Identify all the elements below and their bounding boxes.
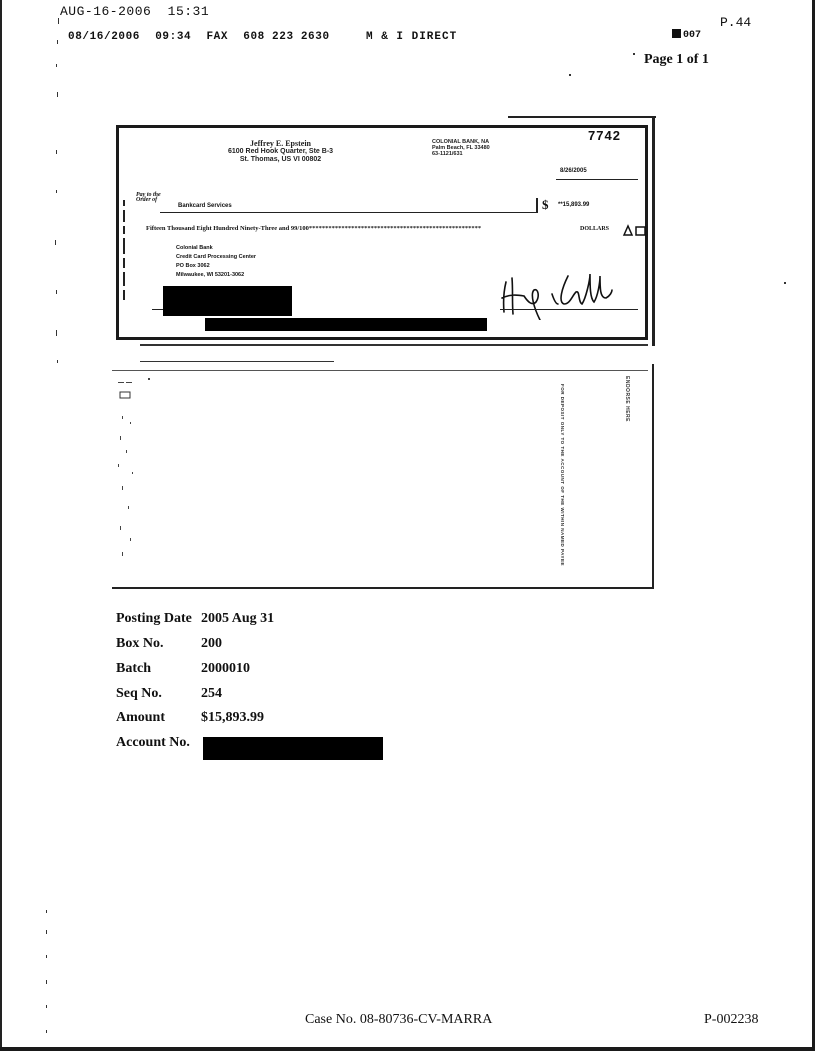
payee-address-line: Colonial Bank — [176, 245, 213, 251]
fax-time: 15:31 — [167, 4, 210, 19]
payee-line — [160, 212, 536, 213]
check-right-edge — [652, 118, 655, 346]
detail-value: 254 — [201, 686, 222, 701]
check-signature — [498, 268, 614, 320]
page-bottom-edge — [0, 1047, 815, 1051]
detail-label: Posting Date — [116, 611, 192, 626]
check-bottom-edge — [140, 344, 648, 346]
fax-header-line — [68, 31, 338, 43]
fax-header-date: 08/16/2006 — [68, 31, 141, 43]
detail-value: 2005 Aug 31 — [201, 611, 275, 626]
fax-transmission-line — [60, 4, 209, 19]
check-amount-figures: **15,893.99 — [558, 202, 590, 208]
endorse-here-label: ENDORSE HERE — [624, 376, 630, 423]
drawer-address-2: St. Thomas, US VI 00802 — [239, 155, 322, 163]
payee-line-end — [536, 198, 538, 213]
micr-redaction-box — [205, 318, 487, 331]
check-bank — [432, 140, 490, 157]
detail-label: Batch — [116, 661, 151, 676]
check-side-microprint — [120, 200, 128, 310]
fax-page-number: P.44 — [720, 15, 752, 30]
account-redaction-box — [203, 737, 383, 760]
pay-to-label: Pay to the Order of — [136, 192, 161, 204]
payee-address-line: PO Box 3062 — [176, 263, 210, 269]
fax-date: AUG-16-2006 — [60, 4, 152, 19]
deposit-endorsement: FOR DEPOSIT ONLY TO THE ACCOUNT OF THE WITHIN NAMED PAYEE — [560, 384, 565, 567]
detail-value: $15,893.99 — [201, 710, 264, 725]
signature-line — [500, 309, 638, 310]
page-left-edge — [0, 0, 2, 1050]
detail-value: 200 — [201, 636, 222, 651]
check-number: 7742 — [588, 128, 621, 143]
fax-header-type: FAX — [206, 31, 229, 43]
check-top-edge — [508, 116, 656, 118]
check-date: 8/26/2005 — [560, 168, 587, 174]
check-back-right-edge — [652, 364, 654, 588]
security-lock-icon — [620, 224, 648, 236]
check-back-top-line — [112, 370, 648, 371]
payee-address-line: Credit Card Processing Center — [176, 254, 257, 260]
detail-label: Seq No. — [116, 686, 162, 701]
bank-line-2: Palm Beach, FL 33480 — [432, 144, 490, 151]
fax-page-code — [672, 29, 701, 41]
fax-page-code-text: 007 — [683, 30, 702, 41]
detail-value: 2000010 — [201, 661, 250, 676]
detail-label: Account No. — [116, 735, 190, 750]
date-underline — [556, 179, 638, 180]
detail-label: Box No. — [116, 636, 164, 651]
payee-address-line: Milwaukee, WI 53201-3062 — [176, 272, 245, 278]
bank-line-3: 63-1121/631 — [432, 150, 463, 157]
check-amount-words: Fifteen Thousand Eight Hundred Ninety-Three and 99/100***************************************************** — [146, 225, 482, 232]
page-of-indicator: Page 1 of 1 — [644, 52, 709, 67]
case-number: Case No. 08-80736-CV-MARRA — [305, 1012, 493, 1027]
drawer-name: Jeffrey E. Epstein — [250, 139, 311, 148]
check-payee: Bankcard Services — [178, 203, 232, 209]
check-drawer — [228, 140, 333, 163]
check-back-bottom-edge — [112, 587, 654, 589]
redaction-box — [163, 286, 292, 316]
check-back-noise — [112, 376, 152, 566]
dollars-label: DOLLARS — [580, 226, 610, 232]
fax-box-icon — [672, 29, 681, 38]
fax-header-phone: 608 223 2630 — [243, 31, 330, 43]
check-back-top-edge — [140, 361, 334, 362]
detail-label: Amount — [116, 710, 166, 725]
drawer-address-1: 6100 Red Hook Quarter, Ste B-3 — [228, 148, 334, 156]
payee-address — [176, 244, 256, 280]
dollar-sign: $ — [542, 197, 549, 212]
fax-sender: M & I DIRECT — [366, 31, 458, 43]
page-right-edge — [812, 0, 815, 1050]
bates-number: P-002238 — [704, 1012, 759, 1027]
bank-line-1: COLONIAL BANK, NA — [432, 139, 490, 145]
fax-header-time: 09:34 — [155, 31, 192, 43]
